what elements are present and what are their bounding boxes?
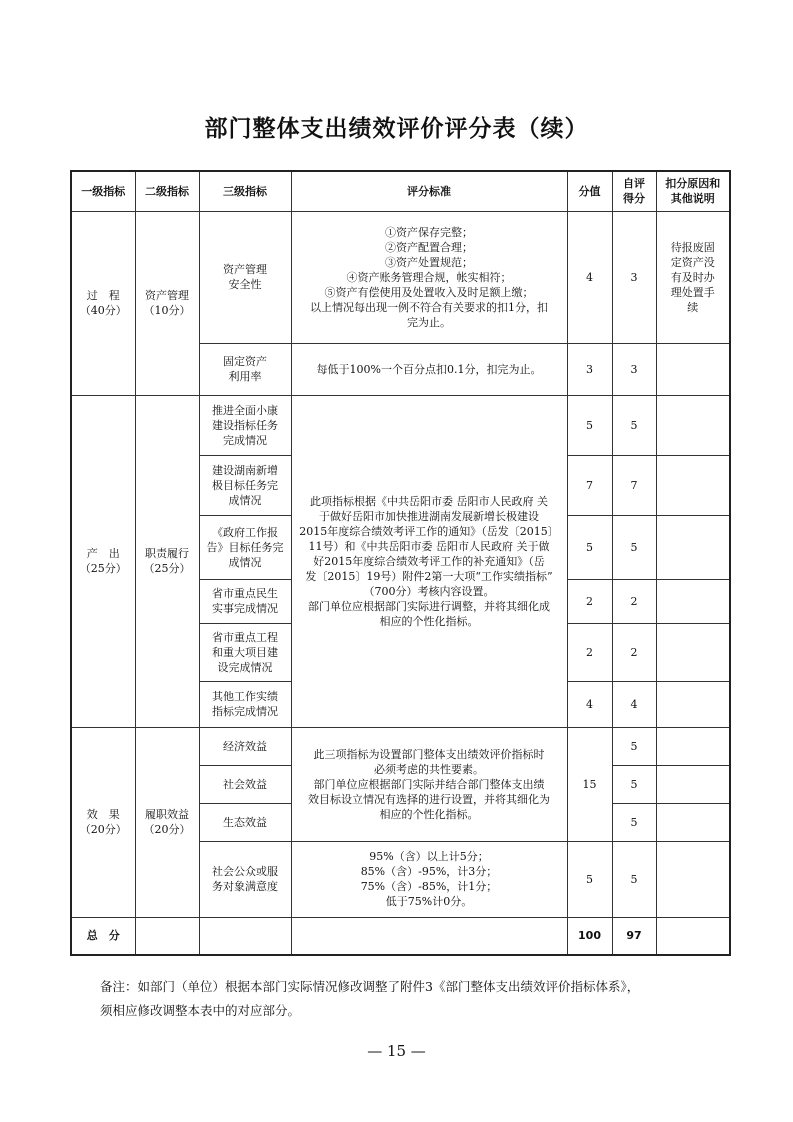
table-row — [71, 211, 730, 343]
self-score-cell: 3 — [612, 343, 656, 395]
header-level2: 二级指标 — [135, 171, 199, 211]
self-score-cell: 4 — [612, 681, 656, 727]
level3-fixed-asset-utilization: 固定资产 利用率 — [199, 343, 291, 395]
level3-cell: 推进全面小康 建设指标任务 完成情况 — [199, 395, 291, 455]
self-score-cell: 7 — [612, 455, 656, 515]
score-cell: 2 — [567, 623, 612, 681]
score-cell: 4 — [567, 681, 612, 727]
deduction-note-cell: 待报废固 定资产没 有及时办 理处置手 续 — [656, 211, 730, 343]
total-row — [71, 917, 730, 955]
level3-cell: 省市重点工程 和重大项目建 设完成情况 — [199, 623, 291, 681]
deduction-note-cell — [656, 579, 730, 623]
score-cell-shared: 15 — [567, 727, 612, 841]
deduction-note-cell — [656, 765, 730, 803]
self-score-cell: 5 — [612, 803, 656, 841]
level2-performance-benefit: 履职效益 （20分） — [135, 727, 199, 917]
level3-cell: 建设湖南新增 极目标任务完 成情况 — [199, 455, 291, 515]
level3-economic-benefit: 经济效益 — [199, 727, 291, 765]
score-cell: 5 — [567, 841, 612, 917]
level3-ecological-benefit: 生态效益 — [199, 803, 291, 841]
criteria-duty-performance: 此项指标根据《中共岳阳市委 岳阳市人民政府 关 于做好岳阳市加快推进湖南发展新增长极建设 2015年度综合绩效考评工作的通知》（岳发〔2015〕 11号）和《中共岳阳市委 岳阳市人民政府 关于做 好2015年度综合绩效考评工作的补充通知》（岳 发〔2015〕19号）附件2第一大项“工作实绩指标” （700分）考核内容设置。 部门单位应根据部门实际进行调整，并将其细化成 相应的个性化指标。 — [291, 395, 567, 727]
evaluation-score-table — [70, 170, 731, 956]
deduction-note-cell — [656, 455, 730, 515]
self-score-cell: 5 — [612, 395, 656, 455]
header-self-score: 自评 得分 — [612, 171, 656, 211]
deduction-note-cell — [656, 623, 730, 681]
criteria-satisfaction: 95%（含）以上计5分； 85%（含）-95%，计3分； 75%（含）-85%，计1分； 低于75%计0分。 — [291, 841, 567, 917]
level1-output: 产 出 （25分） — [71, 395, 135, 727]
remark-line: 须相应修改调整本表中的对应部分。 — [100, 1003, 301, 1018]
empty-cell — [199, 917, 291, 955]
self-score-cell: 5 — [612, 727, 656, 765]
empty-cell — [135, 917, 199, 955]
empty-cell — [291, 917, 567, 955]
self-score-cell: 2 — [612, 623, 656, 681]
self-score-cell: 3 — [612, 211, 656, 343]
deduction-note-cell — [656, 515, 730, 579]
score-cell: 7 — [567, 455, 612, 515]
score-cell: 2 — [567, 579, 612, 623]
table-row — [71, 395, 730, 455]
level2-asset-management: 资产管理 （10分） — [135, 211, 199, 395]
level3-cell: 《政府工作报 告》目标任务完 成情况 — [199, 515, 291, 579]
deduction-note-cell — [656, 727, 730, 765]
remark-note — [100, 975, 700, 1023]
deduction-note-cell — [656, 681, 730, 727]
deduction-note-cell — [656, 343, 730, 395]
criteria-fixed-asset-utilization: 每低于100%一个百分点扣0.1分，扣完为止。 — [291, 343, 567, 395]
score-cell: 4 — [567, 211, 612, 343]
header-score: 分值 — [567, 171, 612, 211]
level3-social-benefit: 社会效益 — [199, 765, 291, 803]
header-level1: 一级指标 — [71, 171, 135, 211]
total-self-score: 97 — [612, 917, 656, 955]
total-score: 100 — [567, 917, 612, 955]
level3-cell: 省市重点民生 实事完成情况 — [199, 579, 291, 623]
self-score-cell: 5 — [612, 515, 656, 579]
page-title: 部门整体支出绩效评价评分表（续） — [204, 116, 589, 142]
level3-asset-safety: 资产管理 安全性 — [199, 211, 291, 343]
score-cell: 3 — [567, 343, 612, 395]
self-score-cell: 2 — [612, 579, 656, 623]
page-number: — 15 — — [367, 1042, 426, 1060]
deduction-note-cell — [656, 803, 730, 841]
header-level3: 三级指标 — [199, 171, 291, 211]
table-header-row — [71, 171, 730, 211]
self-score-cell: 5 — [612, 765, 656, 803]
level1-effect: 效 果 （20分） — [71, 727, 135, 917]
score-cell: 5 — [567, 515, 612, 579]
deduction-note-cell — [656, 395, 730, 455]
self-score-cell: 5 — [612, 841, 656, 917]
criteria-benefit: 此三项指标为设置部门整体支出绩效评价指标时 必须考虑的共性要素。 部门单位应根据部门实际并结合部门整体支出绩 效目标设立情况有选择的进行设置，并将其细化为 相应的个性化指标。 — [291, 727, 567, 841]
empty-cell — [656, 917, 730, 955]
header-deduction-note: 扣分原因和 其他说明 — [656, 171, 730, 211]
criteria-asset-safety: ①资产保存完整； ②资产配置合理； ③资产处置规范； ④资产账务管理合规，帐实相符； ⑤资产有偿使用及处置收入及时足额上缴； 以上情况每出现一例不符合有关要求的扣1分，扣 完为止。 — [291, 211, 567, 343]
level1-process: 过 程 （40分） — [71, 211, 135, 395]
header-criteria: 评分标准 — [291, 171, 567, 211]
score-cell: 5 — [567, 395, 612, 455]
remark-line: 备注：如部门（单位）根据本部门实际情况修改调整了附件3《部门整体支出绩效评价指标体系》， — [100, 979, 640, 994]
deduction-note-cell — [656, 841, 730, 917]
level3-cell: 其他工作实绩 指标完成情况 — [199, 681, 291, 727]
total-label: 总 分 — [71, 917, 135, 955]
level3-satisfaction: 社会公众或服 务对象满意度 — [199, 841, 291, 917]
level2-duty-performance: 职责履行 （25分） — [135, 395, 199, 727]
table-row — [71, 727, 730, 765]
